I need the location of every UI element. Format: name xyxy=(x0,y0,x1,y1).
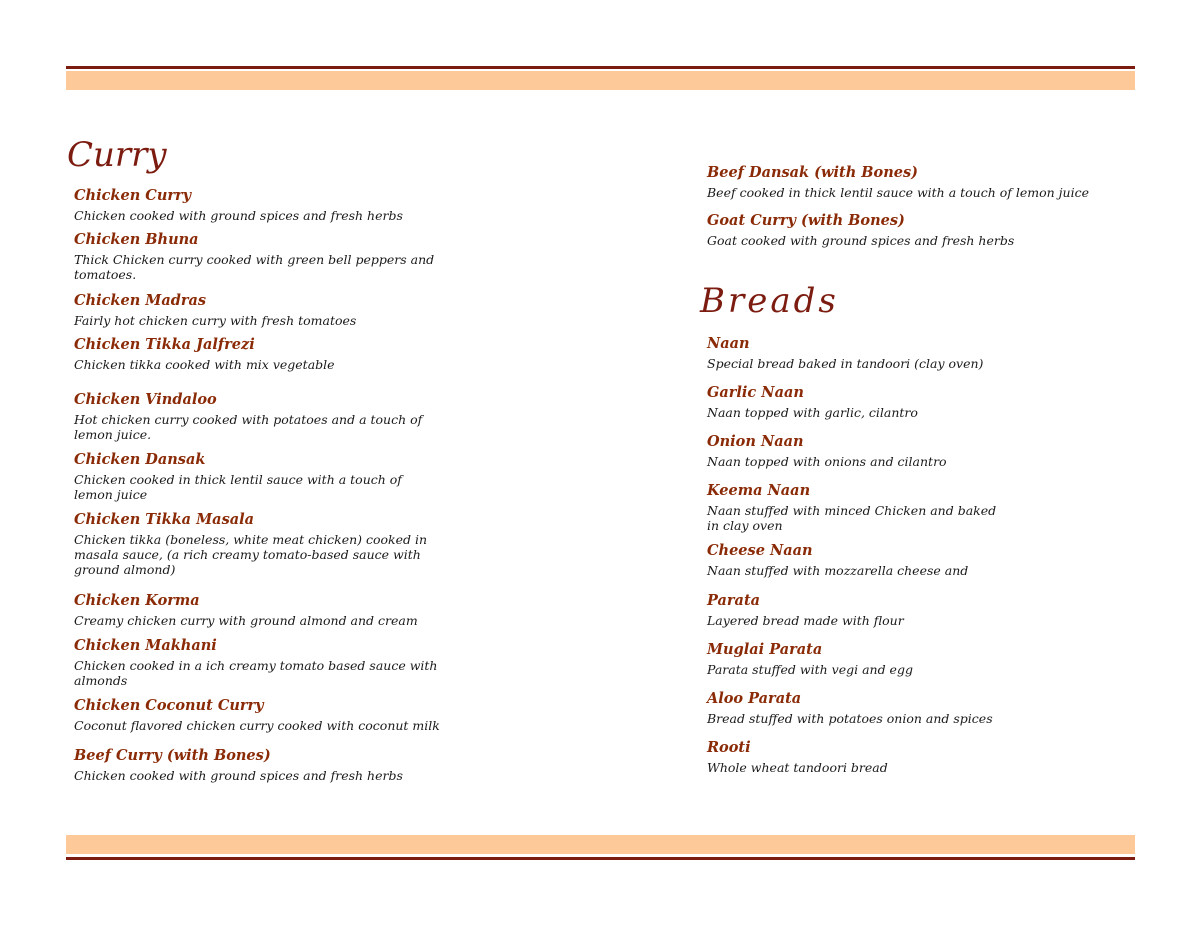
menu-item xyxy=(707,335,1107,371)
item-description: Goat cooked with ground spices and fresh herbs xyxy=(707,233,1015,248)
curry-section-title: Curry xyxy=(67,135,167,175)
item-description: Chicken cooked in thick lentil sauce with a touch of lemon juice xyxy=(74,472,402,502)
menu-item xyxy=(707,542,1107,578)
menu-item xyxy=(74,747,444,783)
menu-item xyxy=(707,212,1107,248)
item-name: Rooti xyxy=(707,739,751,756)
item-description: Chicken tikka (boneless, white meat chicken) cooked in masala sauce, (a rich creamy tomato-based sauce with ground almond) xyxy=(74,532,428,577)
item-description: Coconut flavored chicken curry cooked with coconut milk xyxy=(74,718,440,733)
menu-item xyxy=(707,384,1107,420)
item-name: Chicken Korma xyxy=(74,592,200,609)
menu-item xyxy=(707,482,997,533)
item-name: Goat Curry (with Bones) xyxy=(707,212,905,229)
menu-item xyxy=(74,336,444,372)
menu-item xyxy=(74,511,444,577)
item-name: Chicken Bhuna xyxy=(74,231,199,248)
item-name: Garlic Naan xyxy=(707,384,804,401)
item-name: Beef Curry (with Bones) xyxy=(74,747,271,764)
item-name: Chicken Tikka Jalfrezi xyxy=(74,336,255,353)
menu-item xyxy=(707,592,1107,628)
menu-item xyxy=(74,187,444,223)
item-name: Beef Dansak (with Bones) xyxy=(707,164,919,181)
menu-item xyxy=(74,292,444,328)
item-description: Chicken cooked in a ich creamy tomato based sauce with almonds xyxy=(74,658,438,688)
item-name: Chicken Curry xyxy=(74,187,192,204)
menu-item xyxy=(707,164,1107,200)
item-name: Aloo Parata xyxy=(707,690,802,707)
item-name: Chicken Dansak xyxy=(74,451,206,468)
item-name: Chicken Makhani xyxy=(74,637,217,654)
item-name: Keema Naan xyxy=(707,482,811,499)
item-description: Bread stuffed with potatoes onion and spices xyxy=(707,711,993,726)
item-description: Naan topped with onions and cilantro xyxy=(707,454,947,469)
item-description: Chicken cooked with ground spices and fresh herbs xyxy=(74,208,403,223)
top-border-line xyxy=(66,66,1135,69)
item-description: Naan topped with garlic, cilantro xyxy=(707,405,918,420)
item-description: Chicken cooked with ground spices and fresh herbs xyxy=(74,768,403,783)
item-name: Onion Naan xyxy=(707,433,804,450)
item-description: Creamy chicken curry with ground almond and cream xyxy=(74,613,418,628)
menu-item xyxy=(707,641,1107,677)
breads-section-title: Breads xyxy=(700,281,839,321)
item-description: Parata stuffed with vegi and egg xyxy=(707,662,913,677)
menu-item xyxy=(74,231,444,282)
item-name: Cheese Naan xyxy=(707,542,813,559)
item-description: Naan stuffed with minced Chicken and baked in clay oven xyxy=(707,503,997,533)
menu-item xyxy=(74,697,444,733)
top-decorative-band xyxy=(66,71,1135,90)
bottom-border-line xyxy=(66,857,1135,860)
item-description: Fairly hot chicken curry with fresh tomatoes xyxy=(74,313,357,328)
item-description: Beef cooked in thick lentil sauce with a touch of lemon juice xyxy=(707,185,1089,200)
menu-item xyxy=(74,637,444,688)
item-name: Chicken Madras xyxy=(74,292,207,309)
item-name: Chicken Coconut Curry xyxy=(74,697,264,714)
menu-item xyxy=(707,690,1107,726)
item-description: Layered bread made with flour xyxy=(707,613,904,628)
item-name: Naan xyxy=(707,335,750,352)
item-name: Chicken Vindaloo xyxy=(74,391,217,408)
menu-item xyxy=(707,433,1107,469)
item-description: Hot chicken curry cooked with potatoes and a touch of lemon juice. xyxy=(74,412,423,442)
menu-item xyxy=(74,391,444,442)
item-description: Naan stuffed with mozzarella cheese and xyxy=(707,563,969,578)
item-name: Parata xyxy=(707,592,761,609)
item-name: Muglai Parata xyxy=(707,641,823,658)
item-name: Chicken Tikka Masala xyxy=(74,511,255,528)
menu-item xyxy=(74,451,444,502)
menu-item xyxy=(74,592,444,628)
menu-item xyxy=(707,739,1107,775)
item-description: Thick Chicken curry cooked with green bell peppers and tomatoes. xyxy=(74,252,435,282)
bottom-decorative-band xyxy=(66,835,1135,854)
item-description: Chicken tikka cooked with mix vegetable xyxy=(74,357,335,372)
item-description: Special bread baked in tandoori (clay oven) xyxy=(707,356,984,371)
item-description: Whole wheat tandoori bread xyxy=(707,760,888,775)
